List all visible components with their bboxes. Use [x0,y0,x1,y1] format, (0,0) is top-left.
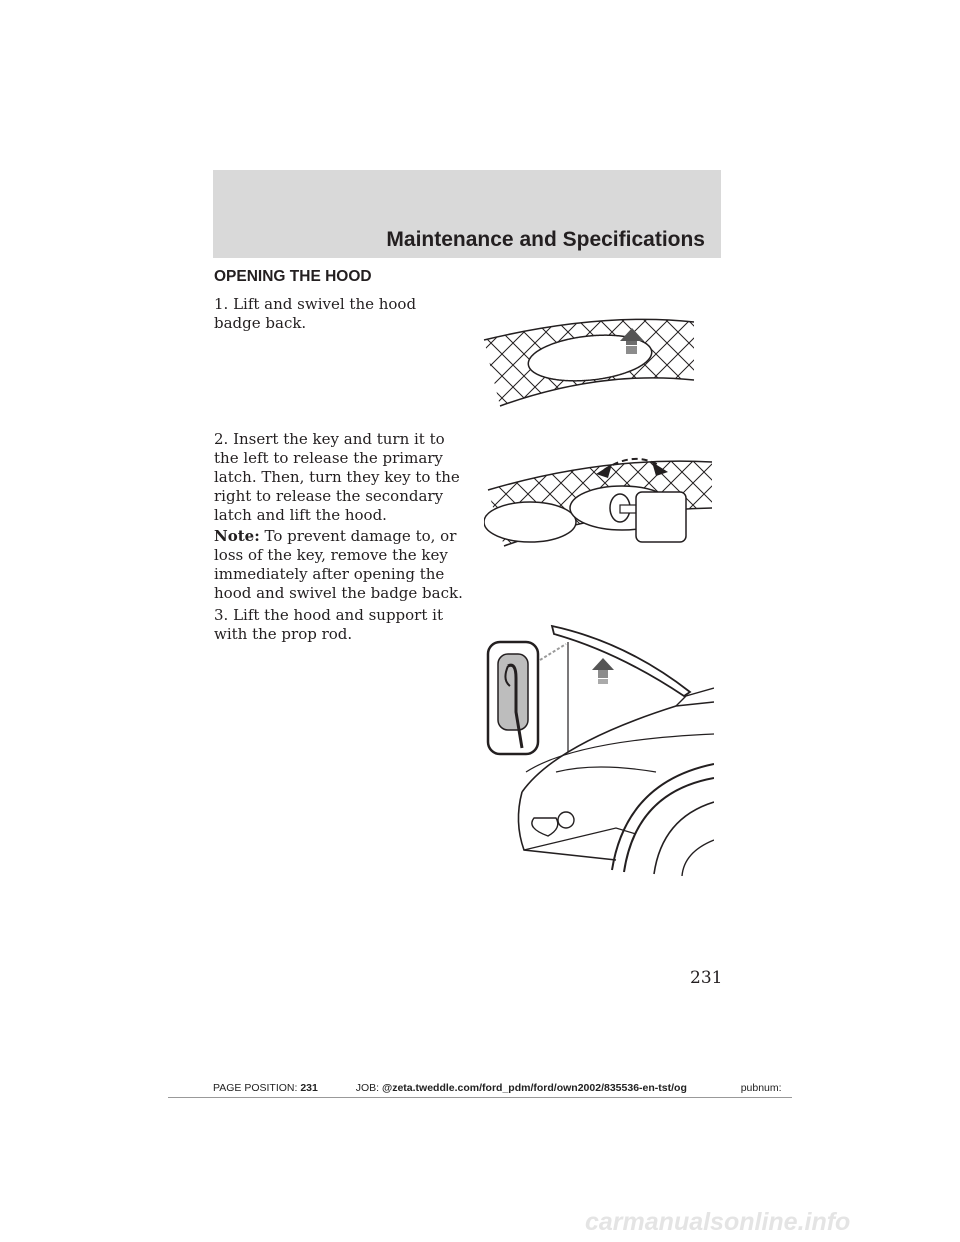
page-position-label: PAGE POSITION: [213,1082,298,1094]
pubnum-label: pubnum: [740,1082,782,1094]
step-3-text: 3. Lift the hood and support it with the prop rod. [214,606,443,643]
hood-badge-illustration [480,310,700,410]
job-label: JOB: [355,1082,380,1094]
note-label: Note: [214,527,260,545]
chapter-header [213,170,721,258]
prop-rod-detail-inset [488,642,538,754]
page-number: 231 [690,968,723,988]
key-icon [636,492,686,542]
hood-prop-rod-illustration [486,622,714,904]
note-text: To prevent damage to, or loss of the key, remove the key immediately after opening the hood and swivel the badge back. [214,527,463,602]
page-position-value: 231 [300,1082,318,1094]
key-latch-illustration [484,450,716,550]
lift-arrow-icon [592,658,614,684]
step-2-text: 2. Insert the key and turn it to the left to release the primary latch. Then, turn they key to the right to release the secondary latch and lift the hood. [214,430,460,524]
watermark: carmanualsonline.info [585,1208,851,1236]
note-paragraph [214,527,464,603]
footer-divider [168,1097,792,1098]
section-heading: OPENING THE HOOD [214,268,372,285]
job-value: @zeta.tweddle.com/ford_pdm/ford/own2002/835536-en-tst/og [381,1082,687,1094]
print-footer [213,1082,793,1094]
step-1-text: 1. Lift and swivel the hood badge back. [214,295,417,332]
chapter-title: Maintenance and Specifications [386,228,705,251]
